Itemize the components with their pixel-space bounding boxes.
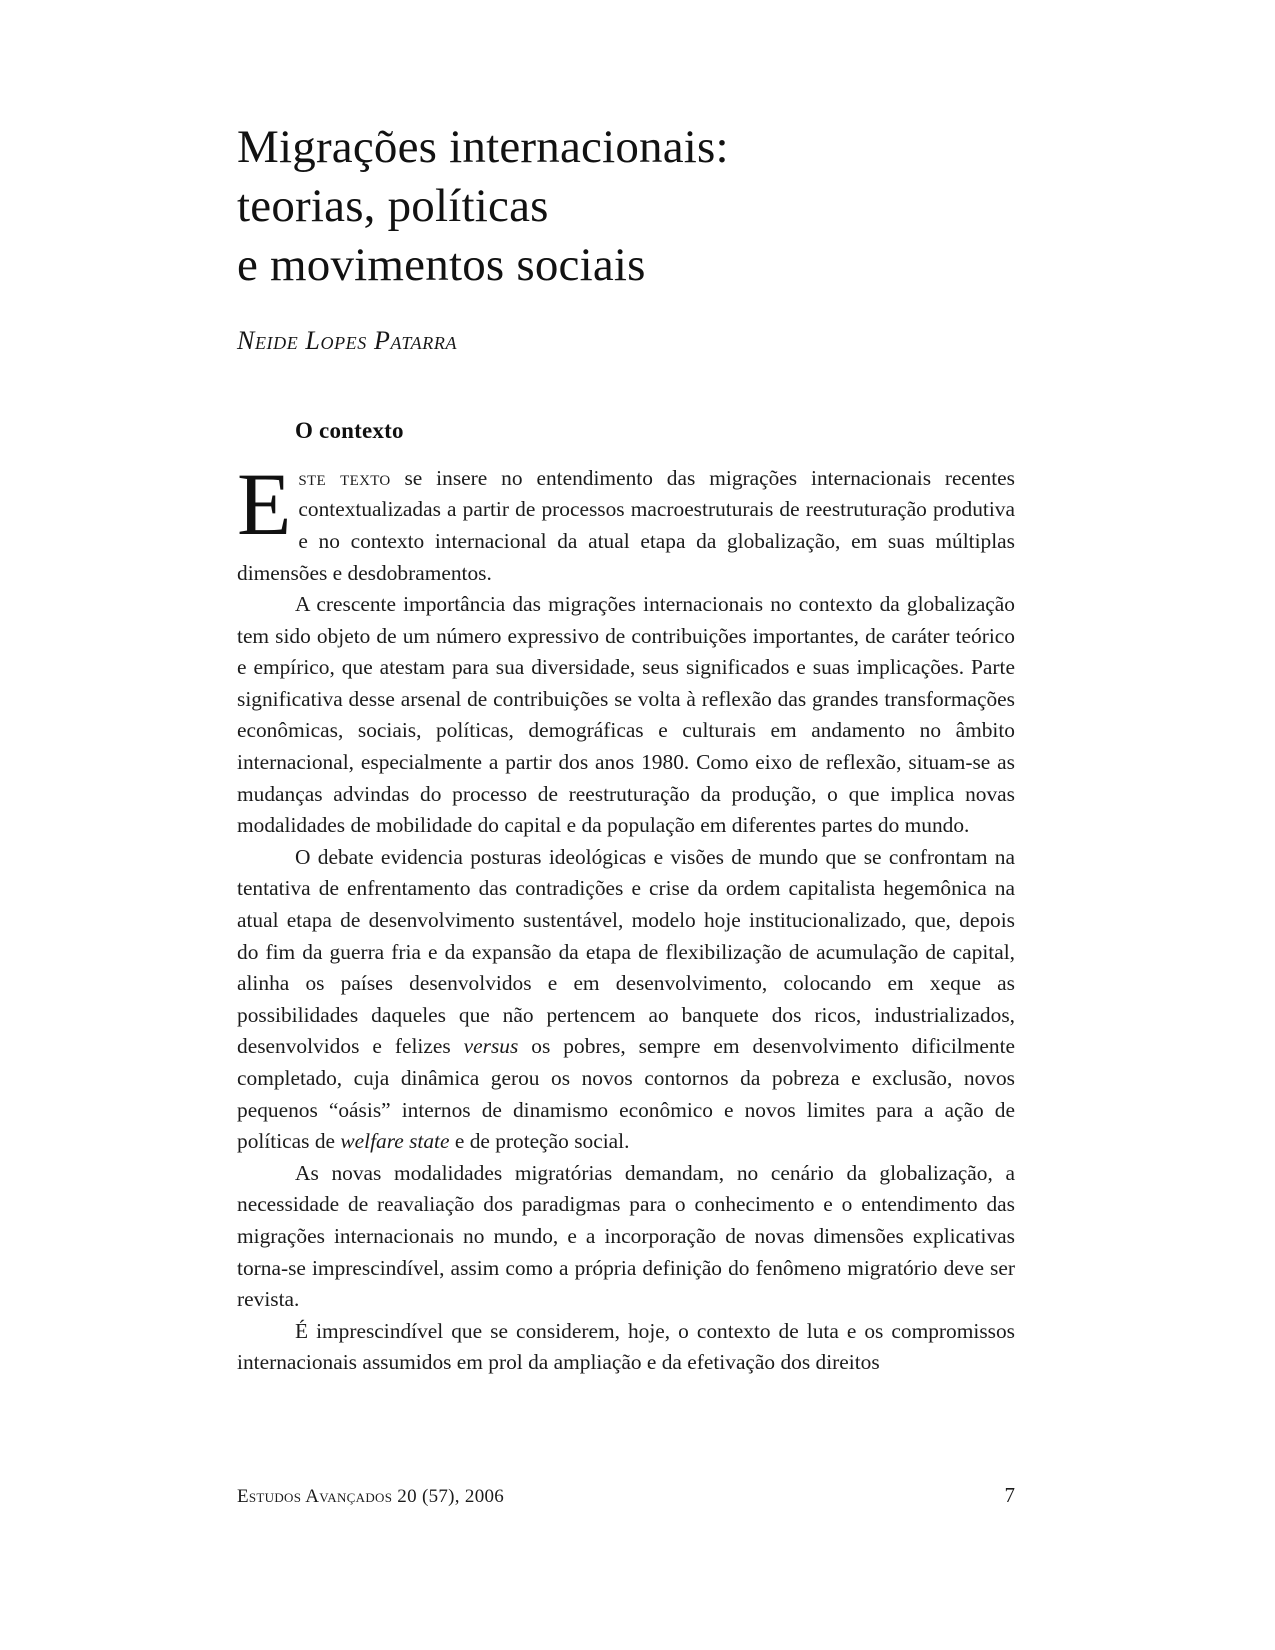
paragraph-1-smallcaps-opening: ste texto [298,465,391,490]
page-title [237,118,1015,296]
body-text [237,455,1016,1379]
paragraph-3-emphasis-versus: versus [463,1034,519,1059]
paragraph-1-text: se insere no entendimento das migrações internacionais recentes contextualizadas a partir de processos macroestruturais de reestruturação produtiva e no contexto internacional da atual etapa da globalização, em suas múltiplas dimensões e desdobramentos. [237,465,1015,585]
paragraph-1 [237,455,1015,589]
footer-page-number: 7 [1004,1483,1015,1507]
paragraph-3 [237,842,1015,1158]
paragraph-4: As novas modalidades migratórias demandam, no cenário da globalização, a necessidade de reavaliação dos paradigmas para o conhecimento e o entendimento das migrações internacionais no mundo, e a incorporação de novas dimensões explicativas torna-se imprescindível, assim como a própria definição do fenômeno migratório deve ser revista. [237,1160,1015,1312]
page-content [237,118,1015,1379]
page-footer [237,1483,1015,1508]
section-heading-o-contexto: O contexto [295,417,404,443]
drop-cap-letter: E [237,455,292,554]
paragraph-3-text-a: O debate evidencia posturas ideológicas e visões de mundo que se confrontam na tentativa de enfrentamento das contradições e crise da ordem capitalista hegemônica na atual etapa de desenvolvimento sustentável, modelo hoje institucionalizado, que, depois do fim da guerra fria e da expansão da etapa de flexibilização de acumulação de capital, alinha os países desenvolvidos e em desenvolvimento, colocando em xeque as possibilidades daqueles que não pertencem ao banquete dos ricos, industrializados, desenvolvidos e felizes [237,844,1015,1059]
title-line-1: Migrações internacionais: [237,121,729,173]
title-line-3: e movimentos sociais [237,239,646,292]
paragraph-3-text-c: e de proteção social. [449,1129,630,1154]
footer-journal-citation: Estudos Avançados 20 (57), 2006 [237,1486,505,1507]
paragraph-3-text-b: os pobres, sempre em desenvolvimento dificilmente completado, cuja dinâmica gerou os novos contornos da pobreza e exclusão, novos pequenos “oásis” internos de dinamismo econômico e novos limites para a ação de políticas de [237,1034,1016,1154]
paragraph-2: A crescente importância das migrações internacionais no contexto da globalização tem sido objeto de um número expressivo de contribuições importantes, de caráter teórico e empírico, que atestam para sua diversidade, seus significados e suas implicações. Parte significativa desse arsenal de contribuições se volta à reflexão das grandes transformações econômicas, sociais, políticas, demográficas e culturais em andamento no âmbito internacional, especialmente a partir dos anos 1980. Como eixo de reflexão, situam-se as mudanças advindas do processo de reestruturação da produção, o que implica novas modalidades de mobilidade do capital e da população em diferentes partes do mundo. [237,592,1015,838]
paragraph-3-emphasis-welfare-state: welfare state [340,1129,450,1154]
paragraph-5: É imprescindível que se considerem, hoje, o contexto de luta e os compromissos internacionais assumidos em prol da ampliação e da efetivação dos direitos [237,1318,1015,1375]
author-byline: Neide Lopes Patarra [237,325,458,355]
title-line-2: teorias, políticas [237,180,549,233]
